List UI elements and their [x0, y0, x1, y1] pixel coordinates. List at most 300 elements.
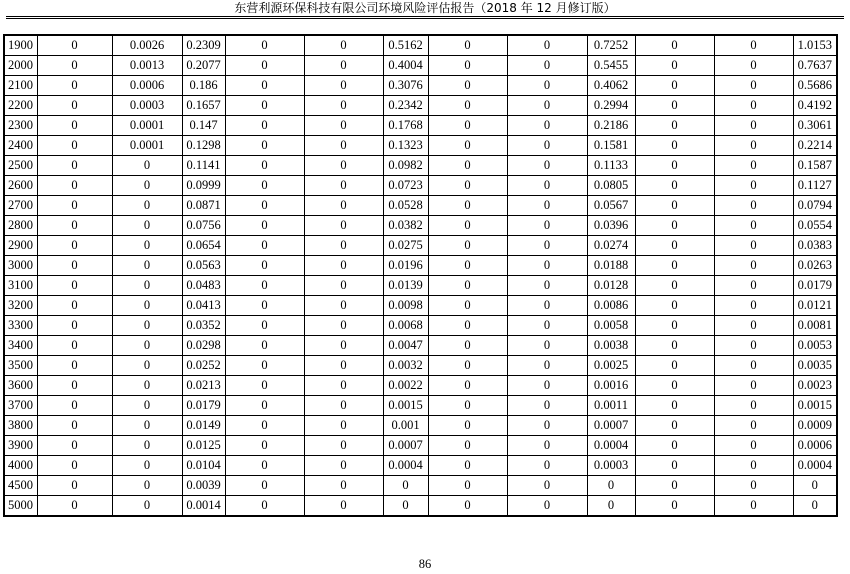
value-cell: 0 — [225, 376, 304, 396]
value-cell: 0 — [635, 356, 714, 376]
value-cell: 0 — [304, 436, 383, 456]
value-cell: 0 — [225, 256, 304, 276]
value-cell: 0 — [37, 136, 112, 156]
value-cell: 0 — [225, 216, 304, 236]
value-cell: 0 — [507, 456, 587, 476]
value-cell: 0.0275 — [383, 236, 428, 256]
value-cell: 0 — [587, 496, 635, 517]
value-cell: 0.186 — [182, 76, 225, 96]
value-cell: 0 — [225, 196, 304, 216]
value-cell: 0.0298 — [182, 336, 225, 356]
value-cell: 0 — [714, 156, 793, 176]
value-cell: 0 — [225, 496, 304, 517]
value-cell: 0 — [507, 35, 587, 56]
value-cell: 0.0196 — [383, 256, 428, 276]
value-cell: 0 — [635, 176, 714, 196]
value-cell: 0 — [635, 116, 714, 136]
value-cell: 0.0413 — [182, 296, 225, 316]
page-header — [0, 0, 850, 25]
value-cell: 0.2994 — [587, 96, 635, 116]
value-cell: 0 — [304, 35, 383, 56]
value-cell: 0 — [714, 316, 793, 336]
value-cell: 0 — [714, 96, 793, 116]
distance-cell: 2400 — [4, 136, 37, 156]
value-cell: 0 — [635, 136, 714, 156]
table-row — [4, 376, 837, 396]
value-cell: 0 — [428, 356, 507, 376]
value-cell: 0.0756 — [182, 216, 225, 236]
distance-cell: 1900 — [4, 35, 37, 56]
value-cell: 0 — [112, 236, 182, 256]
value-cell: 0.0213 — [182, 376, 225, 396]
value-cell: 0 — [714, 376, 793, 396]
value-cell: 0 — [225, 76, 304, 96]
value-cell: 0.3061 — [793, 116, 837, 136]
value-cell: 0 — [225, 396, 304, 416]
value-cell: 0.5455 — [587, 56, 635, 76]
value-cell: 0 — [428, 296, 507, 316]
value-cell: 0.0121 — [793, 296, 837, 316]
table-row — [4, 96, 837, 116]
table-row — [4, 176, 837, 196]
value-cell: 0 — [225, 316, 304, 336]
value-cell: 0 — [714, 476, 793, 496]
value-cell: 0 — [112, 176, 182, 196]
value-cell: 0 — [428, 96, 507, 116]
value-cell: 0 — [635, 35, 714, 56]
value-cell: 0 — [37, 76, 112, 96]
value-cell: 0 — [37, 416, 112, 436]
value-cell: 0 — [112, 476, 182, 496]
value-cell: 0 — [304, 176, 383, 196]
value-cell: 0.0125 — [182, 436, 225, 456]
value-cell: 0 — [304, 376, 383, 396]
value-cell: 0 — [304, 196, 383, 216]
value-cell: 0 — [428, 396, 507, 416]
value-cell: 0 — [714, 56, 793, 76]
value-cell: 0.0006 — [112, 76, 182, 96]
value-cell: 0 — [635, 396, 714, 416]
page-number: 86 — [418, 557, 432, 571]
value-cell: 0.1323 — [383, 136, 428, 156]
value-cell: 0.147 — [182, 116, 225, 136]
value-cell: 0 — [225, 56, 304, 76]
table-row — [4, 35, 837, 56]
value-cell: 0 — [428, 316, 507, 336]
distance-cell: 3900 — [4, 436, 37, 456]
value-cell: 0.0003 — [587, 456, 635, 476]
value-cell: 0.0023 — [793, 376, 837, 396]
value-cell: 0 — [304, 136, 383, 156]
distance-cell: 2100 — [4, 76, 37, 96]
value-cell: 0 — [635, 56, 714, 76]
table-row — [4, 76, 837, 96]
value-cell: 0 — [714, 136, 793, 156]
value-cell: 0 — [304, 56, 383, 76]
value-cell: 0 — [225, 336, 304, 356]
value-cell: 0.0563 — [182, 256, 225, 276]
value-cell: 0.0654 — [182, 236, 225, 256]
value-cell: 0 — [112, 316, 182, 336]
value-cell: 0 — [37, 436, 112, 456]
value-cell: 0 — [112, 376, 182, 396]
value-cell: 0.0025 — [587, 356, 635, 376]
data-table — [3, 34, 838, 517]
value-cell: 0.0004 — [383, 456, 428, 476]
value-cell: 0.0003 — [112, 96, 182, 116]
value-cell: 0.0982 — [383, 156, 428, 176]
value-cell: 0 — [37, 476, 112, 496]
value-cell: 0.0035 — [793, 356, 837, 376]
value-cell: 0 — [37, 356, 112, 376]
value-cell: 0.0352 — [182, 316, 225, 336]
value-cell: 0 — [428, 196, 507, 216]
table-row — [4, 476, 837, 496]
value-cell: 0 — [428, 436, 507, 456]
value-cell: 0 — [225, 156, 304, 176]
value-cell: 0 — [507, 336, 587, 356]
value-cell: 0 — [112, 336, 182, 356]
distance-cell: 4500 — [4, 476, 37, 496]
value-cell: 0.0004 — [793, 456, 837, 476]
value-cell: 0.0053 — [793, 336, 837, 356]
value-cell: 0 — [37, 336, 112, 356]
value-cell: 0 — [112, 296, 182, 316]
table-row — [4, 56, 837, 76]
value-cell: 0.0252 — [182, 356, 225, 376]
distance-cell: 2600 — [4, 176, 37, 196]
table-row — [4, 416, 837, 436]
value-cell: 0 — [304, 416, 383, 436]
value-cell: 0 — [507, 196, 587, 216]
distance-cell: 2200 — [4, 96, 37, 116]
value-cell: 0.0554 — [793, 216, 837, 236]
value-cell: 0 — [507, 296, 587, 316]
value-cell: 0 — [714, 396, 793, 416]
value-cell: 0.0039 — [182, 476, 225, 496]
value-cell: 0 — [714, 256, 793, 276]
value-cell: 0.0015 — [793, 396, 837, 416]
value-cell: 0.4004 — [383, 56, 428, 76]
value-cell: 0 — [225, 236, 304, 256]
value-cell: 0 — [428, 35, 507, 56]
value-cell: 0 — [37, 276, 112, 296]
value-cell: 0 — [635, 436, 714, 456]
distance-cell: 2000 — [4, 56, 37, 76]
value-cell: 0 — [714, 176, 793, 196]
value-cell: 0.0001 — [112, 136, 182, 156]
value-cell: 0 — [37, 236, 112, 256]
value-cell: 0 — [304, 336, 383, 356]
value-cell: 0.0032 — [383, 356, 428, 376]
table-row — [4, 456, 837, 476]
table-row — [4, 396, 837, 416]
value-cell: 0.0483 — [182, 276, 225, 296]
value-cell: 0 — [507, 316, 587, 336]
value-cell: 0 — [714, 416, 793, 436]
value-cell: 0.0188 — [587, 256, 635, 276]
value-cell: 0.0006 — [793, 436, 837, 456]
value-cell: 0 — [507, 396, 587, 416]
value-cell: 0.0022 — [383, 376, 428, 396]
value-cell: 0 — [304, 476, 383, 496]
value-cell: 0 — [635, 96, 714, 116]
value-cell: 0.0396 — [587, 216, 635, 236]
value-cell: 0 — [112, 256, 182, 276]
value-cell: 0.0179 — [793, 276, 837, 296]
header-rule — [6, 16, 844, 17]
value-cell: 0 — [714, 116, 793, 136]
distance-cell: 3700 — [4, 396, 37, 416]
value-cell: 0 — [714, 236, 793, 256]
value-cell: 0 — [635, 156, 714, 176]
value-cell: 0.0805 — [587, 176, 635, 196]
value-cell: 0 — [714, 456, 793, 476]
value-cell: 0.0058 — [587, 316, 635, 336]
value-cell: 0 — [507, 356, 587, 376]
value-cell: 0.1768 — [383, 116, 428, 136]
value-cell: 0.1127 — [793, 176, 837, 196]
value-cell: 0.1581 — [587, 136, 635, 156]
value-cell: 0 — [304, 76, 383, 96]
value-cell: 0.0098 — [383, 296, 428, 316]
value-cell: 0 — [587, 476, 635, 496]
value-cell: 0.5686 — [793, 76, 837, 96]
value-cell: 0 — [304, 496, 383, 517]
value-cell: 0 — [225, 96, 304, 116]
header-rule-double — [6, 18, 844, 19]
value-cell: 0 — [714, 76, 793, 96]
value-cell: 0 — [37, 456, 112, 476]
value-cell: 0 — [37, 196, 112, 216]
value-cell: 0 — [304, 236, 383, 256]
value-cell: 0.2214 — [793, 136, 837, 156]
value-cell: 0 — [714, 336, 793, 356]
table-row — [4, 276, 837, 296]
value-cell: 0 — [714, 35, 793, 56]
value-cell: 0.0001 — [112, 116, 182, 136]
value-cell: 0 — [112, 436, 182, 456]
value-cell: 0 — [37, 256, 112, 276]
value-cell: 0.1298 — [182, 136, 225, 156]
value-cell: 0.0383 — [793, 236, 837, 256]
value-cell: 0 — [225, 456, 304, 476]
value-cell: 0 — [304, 116, 383, 136]
value-cell: 0 — [37, 396, 112, 416]
value-cell: 0 — [225, 276, 304, 296]
value-cell: 1.0153 — [793, 35, 837, 56]
value-cell: 0 — [225, 476, 304, 496]
value-cell: 0.0128 — [587, 276, 635, 296]
value-cell: 0 — [635, 376, 714, 396]
value-cell: 0 — [304, 156, 383, 176]
value-cell: 0 — [428, 176, 507, 196]
table-row — [4, 256, 837, 276]
value-cell: 0 — [428, 116, 507, 136]
distance-cell: 5000 — [4, 496, 37, 517]
value-cell: 0 — [507, 476, 587, 496]
value-cell: 0 — [714, 196, 793, 216]
value-cell: 0 — [428, 56, 507, 76]
value-cell: 0.0567 — [587, 196, 635, 216]
header-title: 东营利源环保科技有限公司环境风险评估报告（2018 年 12 月修订版） — [234, 1, 616, 15]
distance-cell: 3600 — [4, 376, 37, 396]
value-cell: 0 — [37, 176, 112, 196]
value-cell: 0 — [304, 96, 383, 116]
value-cell: 0 — [635, 316, 714, 336]
value-cell: 0 — [428, 456, 507, 476]
distance-cell: 2800 — [4, 216, 37, 236]
value-cell: 0 — [225, 176, 304, 196]
value-cell: 0.0026 — [112, 35, 182, 56]
table-row — [4, 116, 837, 136]
value-cell: 0.0016 — [587, 376, 635, 396]
value-cell: 0 — [507, 116, 587, 136]
value-cell: 0.1133 — [587, 156, 635, 176]
value-cell: 0 — [428, 216, 507, 236]
value-cell: 0 — [428, 476, 507, 496]
table-row — [4, 336, 837, 356]
table-row — [4, 196, 837, 216]
distance-cell: 3400 — [4, 336, 37, 356]
value-cell: 0.0068 — [383, 316, 428, 336]
table-row — [4, 356, 837, 376]
value-cell: 0 — [428, 416, 507, 436]
value-cell: 0.0382 — [383, 216, 428, 236]
value-cell: 0 — [635, 336, 714, 356]
value-cell: 0 — [112, 196, 182, 216]
value-cell: 0 — [225, 296, 304, 316]
distance-cell: 2900 — [4, 236, 37, 256]
value-cell: 0.0149 — [182, 416, 225, 436]
value-cell: 0 — [428, 256, 507, 276]
value-cell: 0.4192 — [793, 96, 837, 116]
value-cell: 0 — [507, 416, 587, 436]
value-cell: 0 — [37, 116, 112, 136]
value-cell: 0.2309 — [182, 35, 225, 56]
value-cell: 0 — [37, 496, 112, 517]
value-cell: 0 — [383, 476, 428, 496]
value-cell: 0 — [112, 356, 182, 376]
value-cell: 0.0999 — [182, 176, 225, 196]
value-cell: 0.0263 — [793, 256, 837, 276]
value-cell: 0.0179 — [182, 396, 225, 416]
value-cell: 0 — [507, 256, 587, 276]
value-cell: 0 — [635, 416, 714, 436]
value-cell: 0 — [225, 116, 304, 136]
value-cell: 0 — [428, 236, 507, 256]
value-cell: 0.4062 — [587, 76, 635, 96]
value-cell: 0.2186 — [587, 116, 635, 136]
table-row — [4, 316, 837, 336]
distance-cell: 3000 — [4, 256, 37, 276]
value-cell: 0 — [304, 276, 383, 296]
distance-cell: 2500 — [4, 156, 37, 176]
value-cell: 0.0007 — [587, 416, 635, 436]
table-row — [4, 136, 837, 156]
value-cell: 0 — [635, 256, 714, 276]
value-cell: 0 — [428, 376, 507, 396]
value-cell: 0 — [507, 136, 587, 156]
value-cell: 0 — [383, 496, 428, 517]
value-cell: 0 — [714, 436, 793, 456]
value-cell: 0 — [225, 35, 304, 56]
value-cell: 0 — [507, 376, 587, 396]
value-cell: 0.0794 — [793, 196, 837, 216]
value-cell: 0 — [793, 496, 837, 517]
value-cell: 0 — [507, 276, 587, 296]
value-cell: 0 — [37, 316, 112, 336]
value-cell: 0.1587 — [793, 156, 837, 176]
value-cell: 0 — [507, 236, 587, 256]
value-cell: 0 — [225, 436, 304, 456]
value-cell: 0 — [428, 336, 507, 356]
table-row — [4, 436, 837, 456]
value-cell: 0.0038 — [587, 336, 635, 356]
value-cell: 0.0104 — [182, 456, 225, 476]
value-cell: 0 — [428, 276, 507, 296]
value-cell: 0 — [635, 276, 714, 296]
value-cell: 0 — [635, 76, 714, 96]
value-cell: 0 — [304, 456, 383, 476]
table-row — [4, 156, 837, 176]
value-cell: 0 — [112, 396, 182, 416]
value-cell: 0.0086 — [587, 296, 635, 316]
distance-cell: 4000 — [4, 456, 37, 476]
table-row — [4, 496, 837, 517]
value-cell: 0.3076 — [383, 76, 428, 96]
value-cell: 0 — [635, 496, 714, 517]
distance-cell: 3300 — [4, 316, 37, 336]
value-cell: 0 — [507, 216, 587, 236]
value-cell: 0 — [714, 296, 793, 316]
value-cell: 0.0081 — [793, 316, 837, 336]
distance-cell: 3200 — [4, 296, 37, 316]
value-cell: 0 — [37, 35, 112, 56]
value-cell: 0 — [507, 436, 587, 456]
value-cell: 0 — [507, 56, 587, 76]
value-cell: 0 — [112, 276, 182, 296]
value-cell: 0.0009 — [793, 416, 837, 436]
value-cell: 0 — [37, 156, 112, 176]
value-cell: 0 — [635, 196, 714, 216]
table-row — [4, 236, 837, 256]
value-cell: 0 — [112, 496, 182, 517]
distance-cell: 2700 — [4, 196, 37, 216]
value-cell: 0 — [507, 176, 587, 196]
table-row — [4, 216, 837, 236]
value-cell: 0 — [635, 216, 714, 236]
value-cell: 0 — [304, 396, 383, 416]
distance-cell: 2300 — [4, 116, 37, 136]
value-cell: 0.001 — [383, 416, 428, 436]
value-cell: 0 — [635, 236, 714, 256]
value-cell: 0 — [714, 276, 793, 296]
value-cell: 0 — [714, 216, 793, 236]
value-cell: 0.0015 — [383, 396, 428, 416]
value-cell: 0 — [428, 136, 507, 156]
value-cell: 0.0871 — [182, 196, 225, 216]
value-cell: 0 — [225, 356, 304, 376]
value-cell: 0.5162 — [383, 35, 428, 56]
value-cell: 0.1657 — [182, 96, 225, 116]
value-cell: 0 — [37, 216, 112, 236]
value-cell: 0 — [304, 356, 383, 376]
value-cell: 0 — [37, 56, 112, 76]
value-cell: 0 — [428, 76, 507, 96]
value-cell: 0 — [304, 316, 383, 336]
value-cell: 0.0011 — [587, 396, 635, 416]
